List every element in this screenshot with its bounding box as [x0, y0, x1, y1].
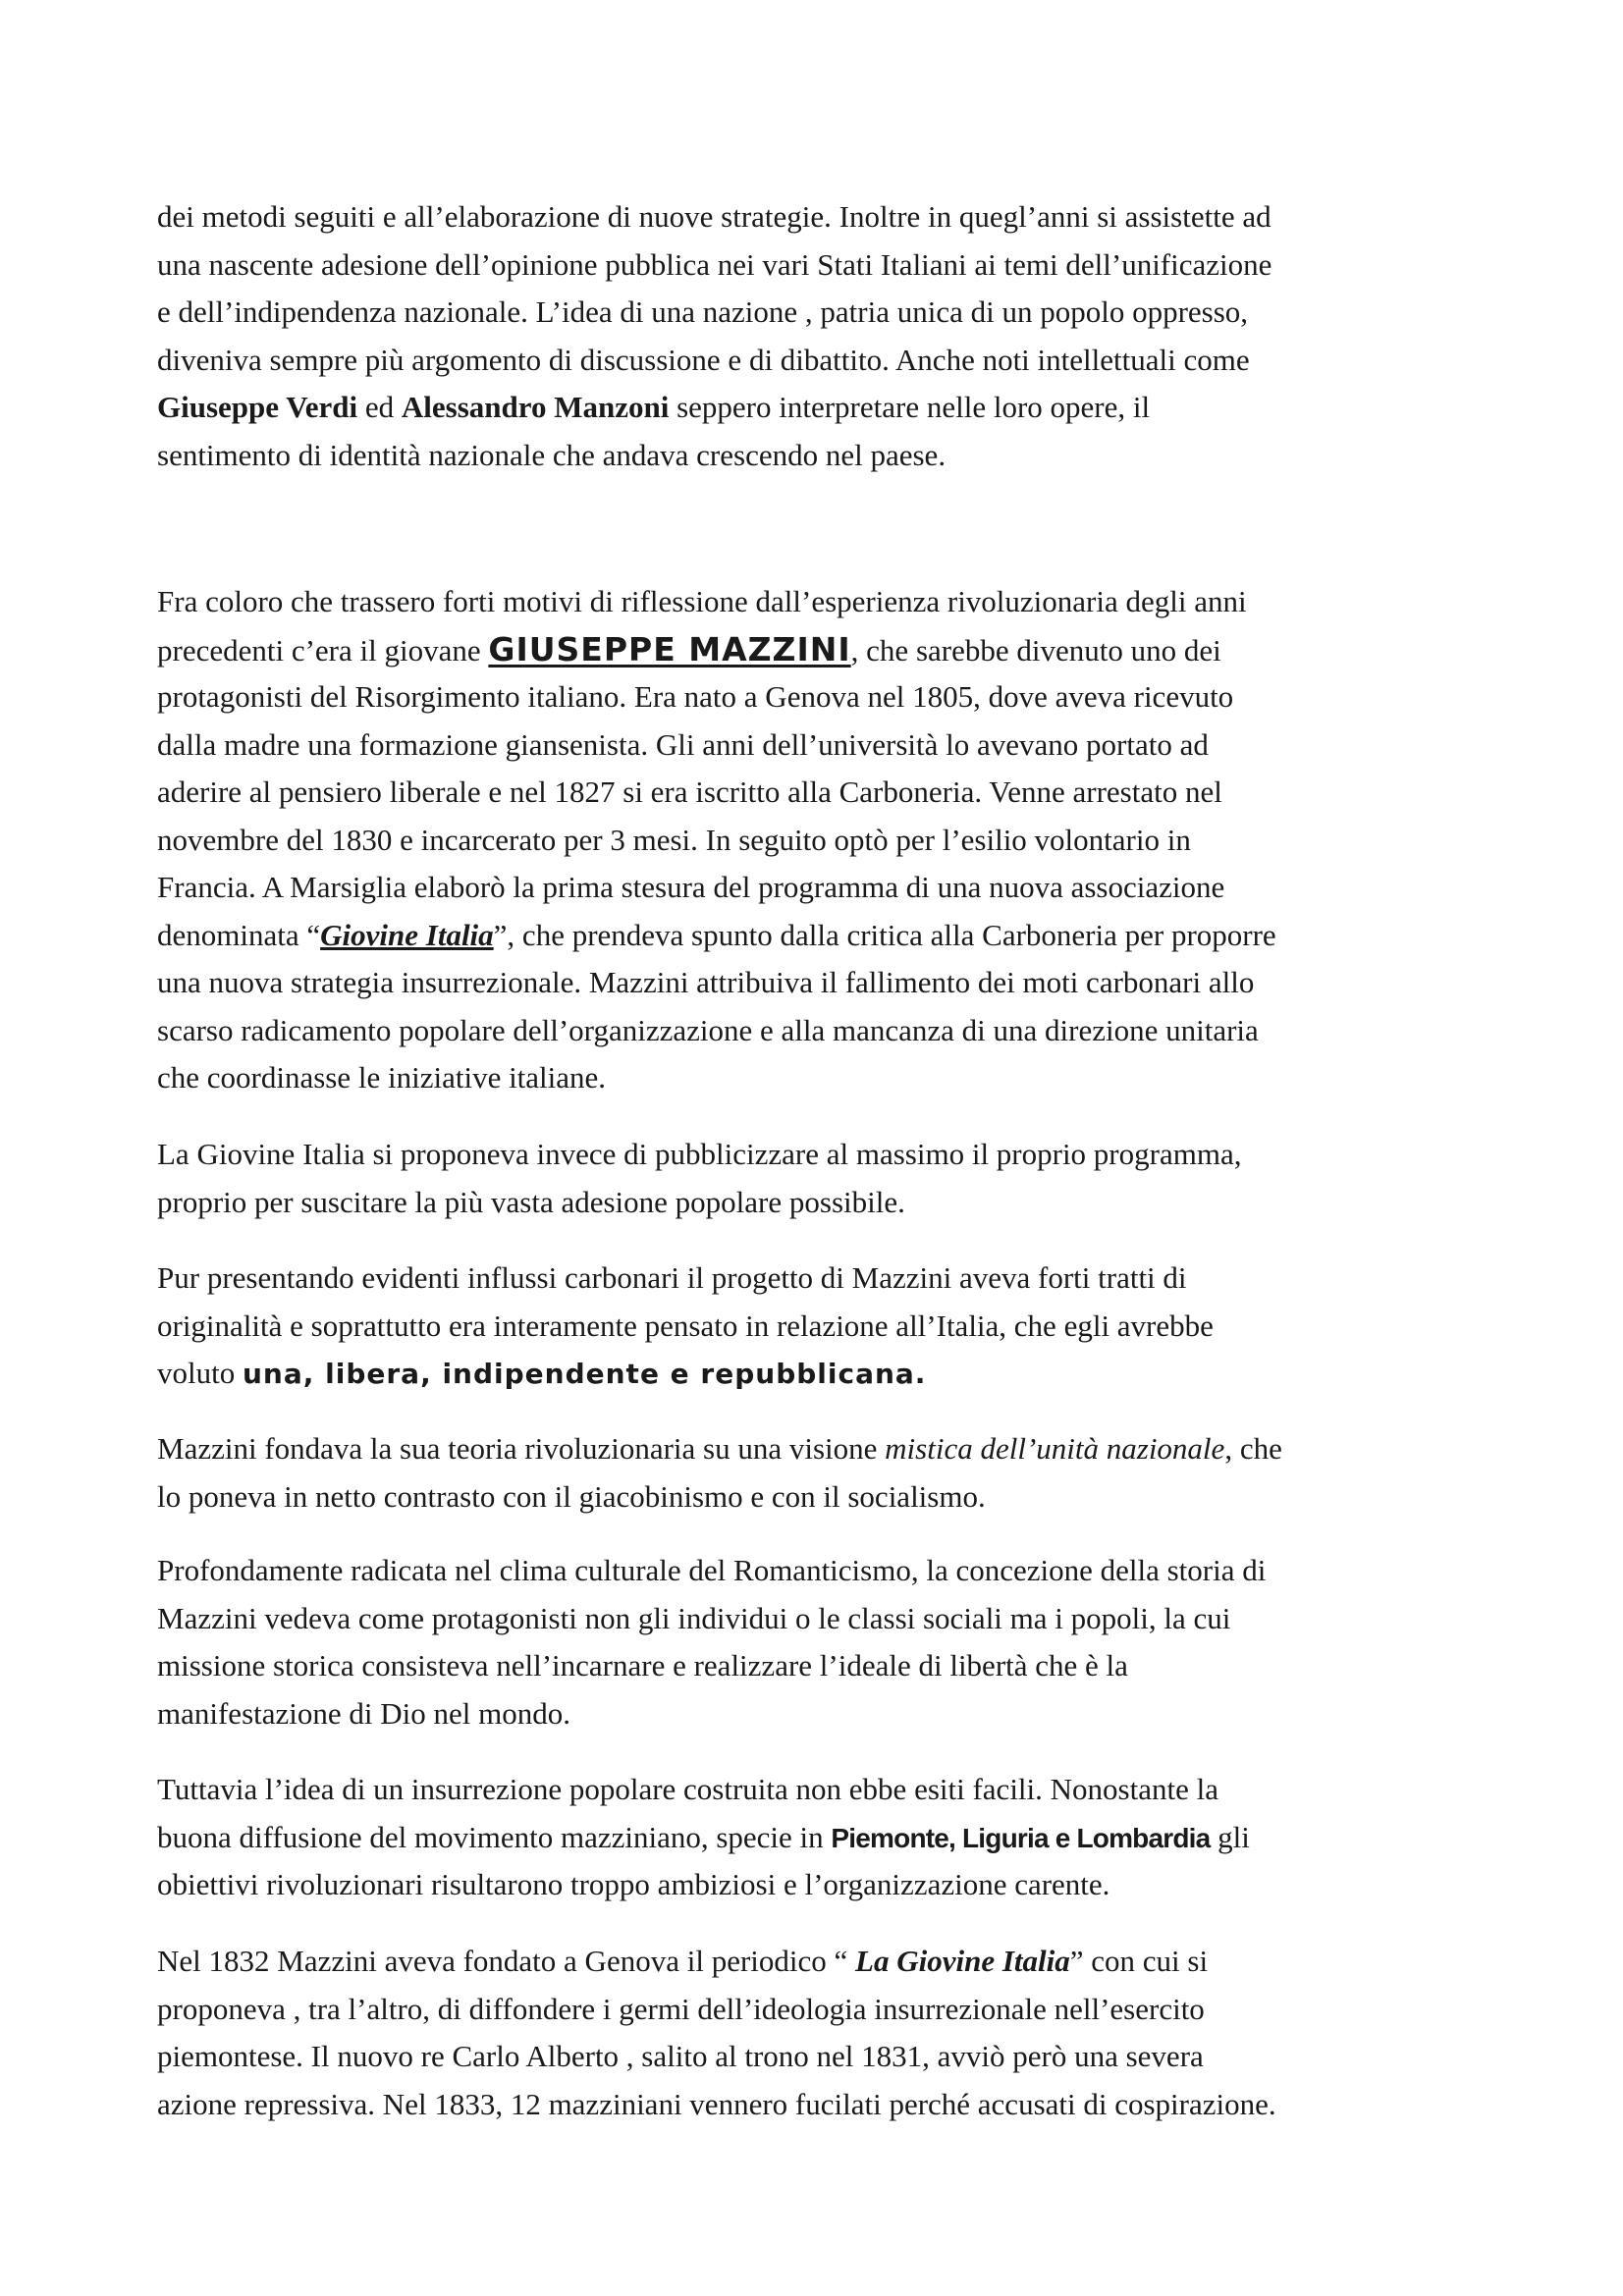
text-line: [157, 1350, 1492, 1398]
text-line: proprio per suscitare la più vasta adesione popolare possibile.: [157, 1184, 905, 1219]
text-line: lo poneva in netto contrasto con il giacobinismo e con il socialismo.: [157, 1478, 986, 1514]
text-line: dalla madre una formazione giansenista. Gli anni dell’università lo avevano portato ad: [157, 726, 1209, 762]
text-run: ” con cui si: [1069, 1944, 1209, 1978]
text-line: missione storica consisteva nell’incarnare e realizzare l’ideale di libertà che è la: [157, 1648, 1128, 1682]
paragraph-mazzini: [157, 578, 1492, 1102]
text-line: aderire al pensiero liberale e nel 1827 si era iscritto alla Carboneria. Venne arrestato nel: [157, 774, 1222, 809]
text-line: Mazzini vedeva come protagonisti non gli individui o le classi sociali ma i popoli, la cui: [157, 1600, 1231, 1635]
text-line: sentimento di identità nazionale che andava crescendo nel paese.: [157, 437, 947, 472]
text-line: Francia. A Marsiglia elaborò la prima stesura del programma di una nuova associazione: [157, 870, 1225, 904]
text-run: ”, che prendeva spunto dalla critica alla Carboneria per proporre: [493, 917, 1276, 952]
name-mazzini-heading: GIUSEPPE MAZZINI: [488, 629, 851, 668]
text-run: Nel 1832 Mazzini aveva fondato a Genova il periodico “: [157, 1944, 856, 1978]
name-verdi: Giuseppe Verdi: [157, 390, 358, 424]
motto-italia: una, libera, indipendente e repubblicana.: [242, 1358, 927, 1390]
text-line: dei metodi seguiti e all’elaborazione di nuove strategie. Inoltre in quegl’anni si assistette ad: [157, 199, 1271, 234]
text-line: [157, 1425, 1492, 1473]
text-line: piemontese. Il nuovo re Carlo Alberto , salito al trono nel 1831, avviò però una severa: [157, 2039, 1204, 2073]
text-run: gli: [1210, 1819, 1250, 1854]
text-run: voluto: [157, 1356, 243, 1390]
text-line: diveniva sempre più argomento di discussione e di dibattito. Anche noti intellettuali come: [157, 342, 1250, 377]
paragraph-intro: [157, 193, 1492, 479]
text-line: e dell’indipendenza nazionale. L’idea di una nazione , patria unica di un popolo oppresso,: [157, 294, 1249, 329]
text-line: una nascente adesione dell’opinione pubblica nei vari Stati Italiani ai temi dell’unificazione: [157, 246, 1272, 282]
text-line: obiettivi rivoluzionari risultarono troppo ambiziosi e l’organizzazione carente.: [157, 1867, 1110, 1901]
text-line: manifestazione di Dio nel mondo.: [157, 1695, 570, 1731]
text-line: [157, 384, 1492, 432]
text-line: novembre del 1830 e incarcerato per 3 mesi. In seguito optò per l’esilio volontario in: [157, 822, 1191, 857]
paragraph-periodico: [157, 1938, 1492, 2128]
text-line: una nuova strategia insurrezionale. Mazzini attribuiva il fallimento dei moti carbonari allo: [157, 965, 1255, 999]
term-mistica: mistica dell’unità nazionale: [885, 1431, 1225, 1466]
text-line: Fra coloro che trassero forti motivi di riflessione dall’esperienza rivoluzionaria degli anni: [157, 584, 1247, 618]
text-line: originalità e soprattutto era interamente pensato in relazione all’Italia, che egli avrebbe: [157, 1308, 1214, 1343]
text-run: buona diffusione del movimento mazziniano, specie in: [157, 1819, 832, 1854]
text-run: Mazzini fondava la sua teoria rivoluzionaria su una visione: [157, 1431, 886, 1466]
regions: Piemonte, Liguria e Lombardia: [831, 1822, 1211, 1853]
text-run: ed: [357, 390, 402, 424]
text-line: protagonisti del Risorgimento italiano. Era nato a Genova nel 1805, dove aveva ricevuto: [157, 679, 1234, 714]
paragraph-insurrezione: [157, 1766, 1492, 1909]
name-manzoni: Alessandro Manzoni: [401, 390, 670, 424]
text-line: [157, 912, 1492, 960]
text-line: scarso radicamento popolare dell’organizzazione e alla mancanza di una direzione unitaria: [157, 1012, 1259, 1047]
text-run: precedenti c’era il giovane: [157, 632, 489, 667]
text-line: [157, 1814, 1492, 1862]
text-line: Tuttavia l’idea di un insurrezione popolare costruita non ebbe esiti facili. Nonostante la: [157, 1772, 1218, 1806]
paragraph-progetto: [157, 1255, 1492, 1398]
text-line: [157, 1938, 1492, 1986]
text-run: denominata “: [157, 917, 321, 952]
term-la-giovine-italia: La Giovine Italia: [855, 1944, 1070, 1978]
text-run: , che sarebbe divenuto uno dei: [850, 632, 1221, 667]
text-run: , che: [1224, 1431, 1282, 1466]
text-line: Profondamente radicata nel clima culturale del Romanticismo, la concezione della storia di: [157, 1553, 1267, 1587]
text-line: La Giovine Italia si proponeva invece di pubblicizzare al massimo il proprio programma,: [157, 1137, 1242, 1171]
term-giovine-italia: Giovine Italia: [320, 917, 494, 952]
text-run: seppero interpretare nelle loro opere, il: [669, 390, 1151, 424]
paragraph-romanticismo: [157, 1547, 1492, 1737]
text-line: proponeva , tra l’altro, di diffondere i germi dell’ideologia insurrezionale nell’esercito: [157, 1991, 1205, 2026]
text-line: Pur presentando evidenti influssi carbonari il progetto di Mazzini aveva forti tratti di: [157, 1260, 1187, 1295]
paragraph-programma: [157, 1131, 1492, 1226]
text-line: azione repressiva. Nel 1833, 12 mazziniani vennero fucilati perché accusati di cospirazione.: [157, 2086, 1276, 2121]
text-line: [157, 626, 1492, 674]
paragraph-teoria: [157, 1425, 1492, 1521]
text-line: che coordinasse le iniziative italiane.: [157, 1060, 607, 1095]
